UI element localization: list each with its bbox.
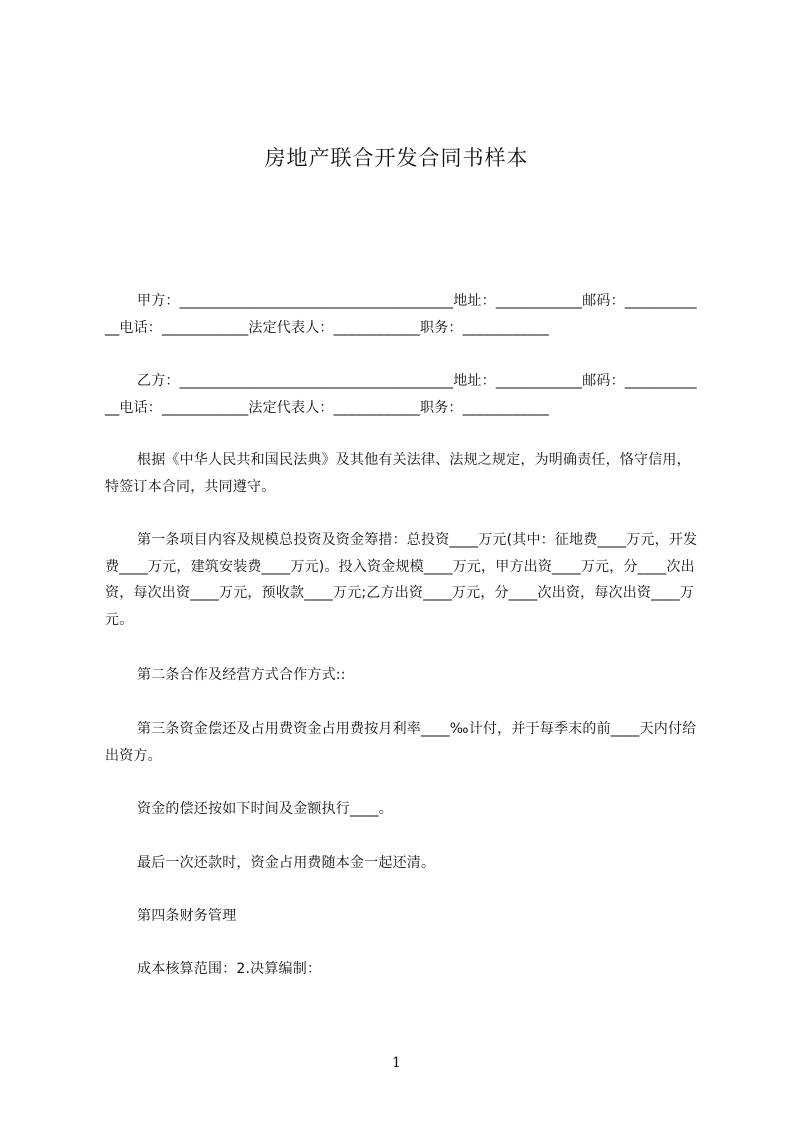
cost-accounting-paragraph: 成本核算范围：2.决算编制：: [137, 961, 322, 977]
article-3-paragraph: 第三条资金偿还及占用费资金占用费按月利率____‰计付，并于每季末的前____天内付给出资方。: [105, 721, 697, 764]
repayment-schedule-paragraph: 资金的偿还按如下时间及金额执行____。: [137, 801, 393, 817]
party-b-info: 乙方：______________________________________地址：____________邮码：____________电话：____________法定代表人：____________职务：____________: [105, 373, 697, 416]
article-1-paragraph: 第一条项目内容及规模总投资及资金筹措：总投资____万元(其中：征地费____万元，开发费____万元，建筑安装费____万元)。投入资金规模____万元，甲方出资____万元，分____次出资，每次出资____万元，预收款____万元;乙方出资____万元，分____次出资，每次出资____万元。: [105, 532, 698, 628]
article-2-paragraph: 第二条合作及经营方式合作方式::: [137, 667, 346, 683]
document-title: 房地产联合开发合同书样本: [264, 146, 529, 170]
preamble-paragraph: 根据《中华人民共和国民法典》及其他有关法律、法规之规定，为明确责任，恪守信用，特签订本合同，共同遵守。: [105, 452, 691, 495]
page-number: 1: [392, 1055, 401, 1071]
article-4-heading: 第四条财务管理: [137, 908, 237, 924]
party-a-info: 甲方：______________________________________地址：____________邮码：____________电话：____________法定代表人：____________职务：____________: [105, 293, 697, 336]
final-repayment-paragraph: 最后一次还款时，资金占用费随本金一起还清。: [137, 855, 436, 871]
